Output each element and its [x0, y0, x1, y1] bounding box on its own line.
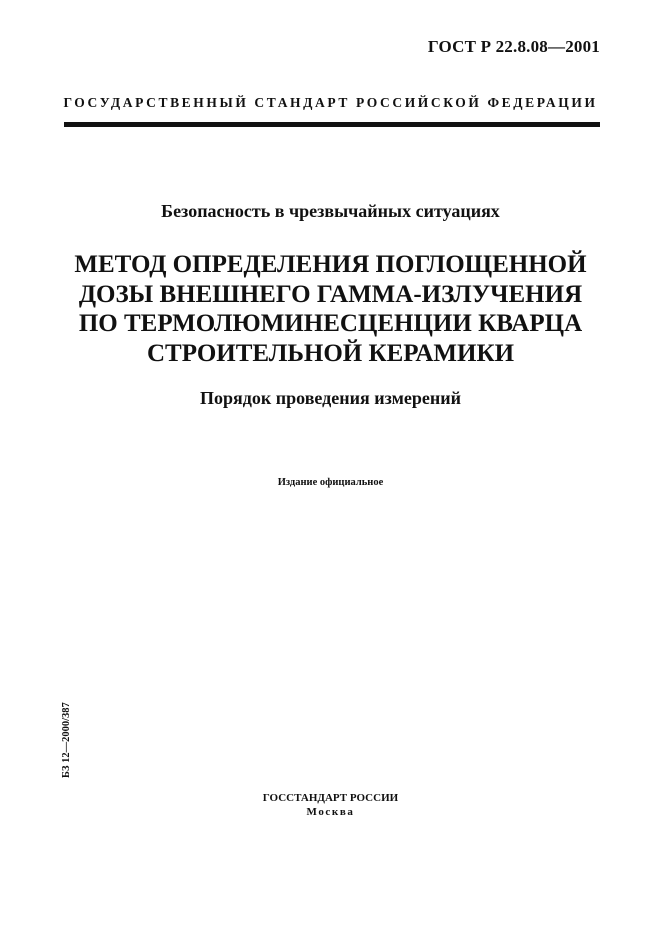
main-title-line: МЕТОД ОПРЕДЕЛЕНИЯ ПОГЛОЩЕННОЙ	[74, 251, 587, 278]
main-title	[0, 250, 661, 368]
publisher-city: Москва	[306, 806, 355, 818]
subtitle: Порядок проведения измерений	[200, 388, 461, 408]
margin-registration-code: БЗ 12—2000/387	[61, 702, 72, 778]
series-title: Безопасность в чрезвычайных ситуациях	[161, 201, 500, 221]
edition-note: Издание официальное	[277, 477, 384, 488]
main-title-line: ДОЗЫ ВНЕШНЕГО ГАММА-ИЗЛУЧЕНИЯ	[78, 280, 583, 308]
heading-divider	[64, 122, 600, 127]
main-title-line: ПО ТЕРМОЛЮМИНЕСЦЕНЦИИ КВАРЦА	[78, 310, 583, 337]
document-code: ГОСТ Р 22.8.08—2001	[427, 37, 600, 56]
publisher-name: ГОССТАНДАРТ РОССИИ	[262, 792, 399, 804]
main-title-line: СТРОИТЕЛЬНОЙ КЕРАМИКИ	[146, 339, 515, 367]
state-standard-heading: ГОСУДАРСТВЕННЫЙ СТАНДАРТ РОССИЙСКОЙ ФЕДЕРАЦИИ	[63, 95, 598, 110]
